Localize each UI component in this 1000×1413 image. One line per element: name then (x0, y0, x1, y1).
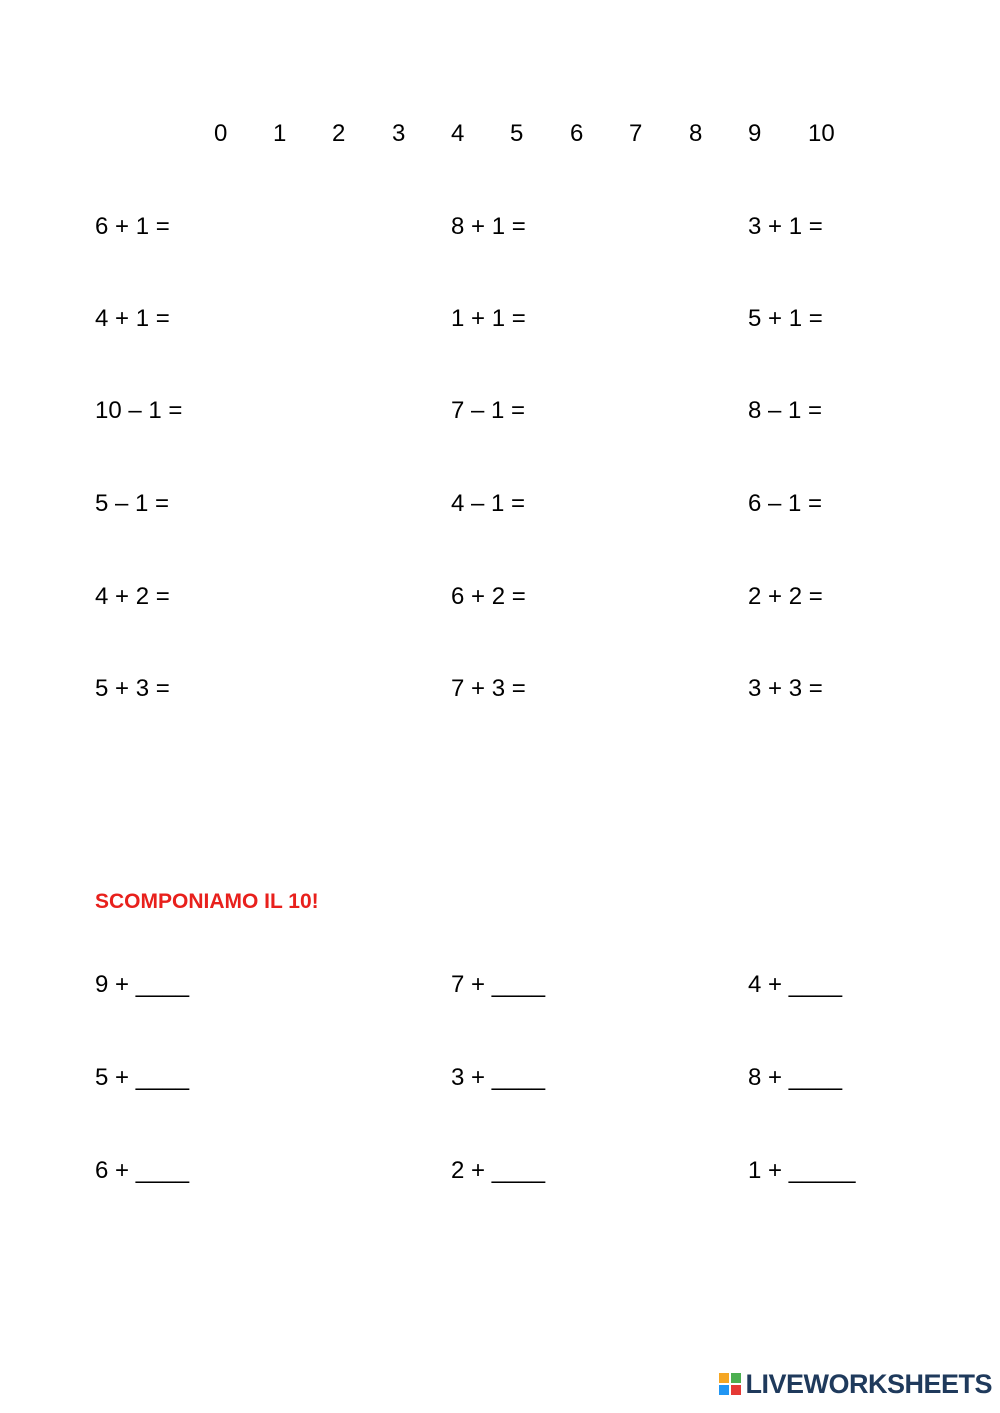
number-line-6: 6 (570, 120, 584, 147)
operation: 4 + 1 = (95, 305, 170, 332)
operation: 10 – 1 = (95, 397, 183, 424)
section-title: SCOMPONIAMO IL 10! (95, 890, 319, 913)
operation: 6 + 2 = (451, 583, 526, 610)
number-line-1: 1 (273, 120, 287, 147)
number-line (0, 118, 1000, 152)
number-line-10: 10 (808, 120, 835, 147)
operation: 1 + 1 = (451, 305, 526, 332)
decompose-exercise[interactable]: 9 + ____ (95, 971, 190, 998)
operation: 6 + 1 = (95, 213, 170, 240)
operation: 8 – 1 = (748, 397, 823, 424)
operation: 5 + 1 = (748, 305, 823, 332)
number-line-8: 8 (689, 120, 703, 147)
decompose-exercise[interactable]: 7 + ____ (451, 971, 546, 998)
number-line-0: 0 (214, 120, 228, 147)
decompose-exercise[interactable]: 6 + ____ (95, 1157, 190, 1184)
operation: 6 – 1 = (748, 490, 823, 517)
decompose-exercise[interactable]: 2 + ____ (451, 1157, 546, 1184)
number-line-7: 7 (629, 120, 643, 147)
number-line-9: 9 (748, 120, 762, 147)
logo-block-3 (719, 1385, 729, 1395)
operation: 4 – 1 = (451, 490, 526, 517)
operation: 5 + 3 = (95, 675, 170, 702)
operation: 7 – 1 = (451, 397, 526, 424)
decompose-exercise[interactable]: 1 + _____ (748, 1157, 856, 1184)
logo-text: LIVEWORKSHEETS (745, 1369, 992, 1399)
operation: 3 + 3 = (748, 675, 823, 702)
logo-block-1 (719, 1373, 729, 1383)
logo-blocks-icon (719, 1373, 741, 1395)
operation: 5 – 1 = (95, 490, 170, 517)
number-line-5: 5 (510, 120, 524, 147)
liveworksheets-logo (719, 1369, 992, 1399)
number-line-2: 2 (332, 120, 346, 147)
operation: 7 + 3 = (451, 675, 526, 702)
operation: 2 + 2 = (748, 583, 823, 610)
decompose-exercise[interactable]: 3 + ____ (451, 1064, 546, 1091)
decompose-exercise[interactable]: 5 + ____ (95, 1064, 190, 1091)
number-line-3: 3 (392, 120, 406, 147)
operation: 8 + 1 = (451, 213, 526, 240)
decompose-exercise[interactable]: 8 + ____ (748, 1064, 843, 1091)
operation: 4 + 2 = (95, 583, 170, 610)
logo-block-4 (731, 1385, 741, 1395)
logo-block-2 (731, 1373, 741, 1383)
number-line-4: 4 (451, 120, 465, 147)
operation: 3 + 1 = (748, 213, 823, 240)
decompose-exercise[interactable]: 4 + ____ (748, 971, 843, 998)
